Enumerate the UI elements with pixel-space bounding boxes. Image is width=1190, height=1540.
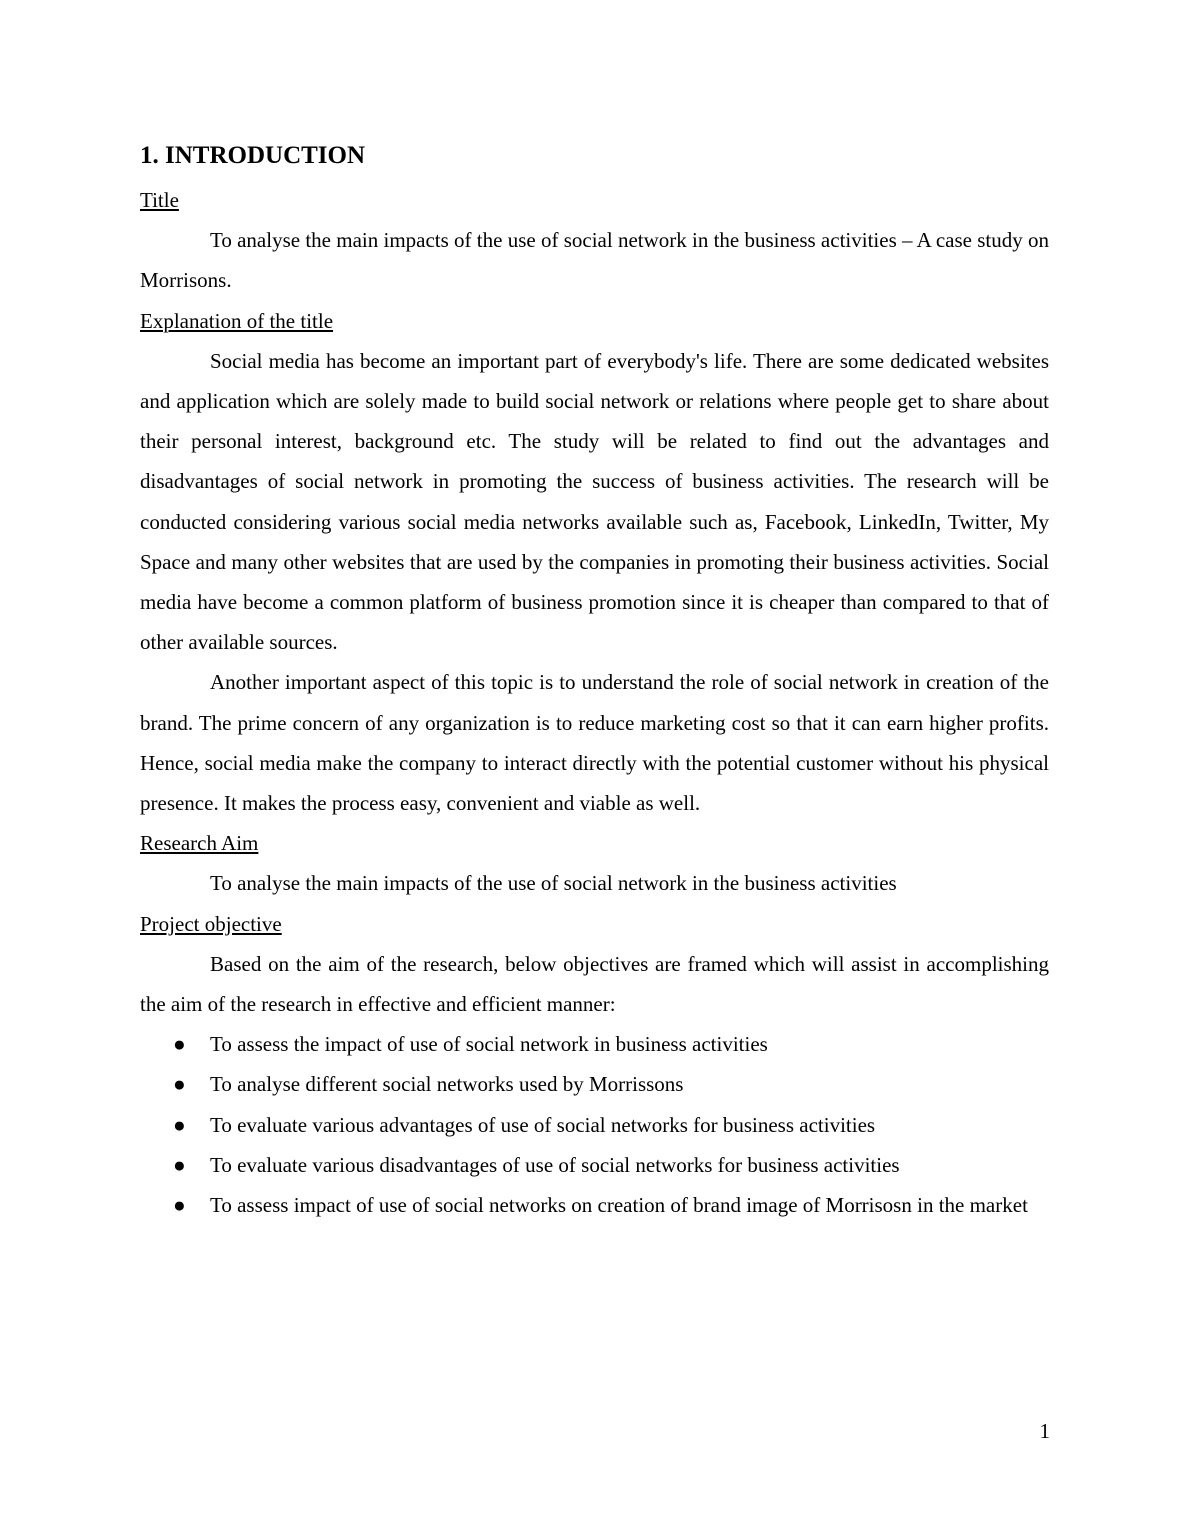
explanation-paragraph-1: Social media has become an important part of everybody's life. There are some dedicated websites and application which are solely made to build social network or relations where people get to share about their personal interest, background etc. The study will be related to find out the advantages and disadvantages of social network in promoting the success of business activities. The research will be conducted considering various social media networks available such as, Facebook, LinkedIn, Twitter, My Space and many other websites that are used by the companies in promoting their business activities. Social media have become a common platform of business promotion since it is cheaper than compared to that of other available sources. (140, 348, 1049, 655)
explanation-label: Explanation of the title (140, 308, 334, 333)
bullet-icon: ● (173, 1032, 186, 1057)
objective-text: To analyse different social networks used by Morrissons (210, 1072, 684, 1097)
page-number: 1 (1039, 1419, 1050, 1443)
objective-text: To assess impact of use of social networks on creation of brand image of Morrisosn in the market (210, 1193, 1028, 1218)
section-heading: 1. INTRODUCTION (140, 142, 366, 169)
research-aim-text: To analyse the main impacts of the use of social network in the business activities (210, 871, 897, 896)
list-item (140, 1145, 1049, 1185)
project-objective-label: Project objective (140, 911, 282, 936)
research-aim-label: Research Aim (140, 831, 259, 856)
bullet-icon: ● (173, 1112, 186, 1137)
objectives-list (140, 1024, 1049, 1225)
list-item (140, 1105, 1049, 1145)
bullet-icon: ● (173, 1152, 186, 1177)
objective-text: To evaluate various advantages of use of social networks for business activities (210, 1112, 876, 1137)
document-page (140, 138, 1049, 1225)
objective-text: To assess the impact of use of social network in business activities (210, 1032, 768, 1057)
objective-text: To evaluate various disadvantages of use of social networks for business activities (210, 1152, 900, 1177)
bullet-icon: ● (173, 1193, 186, 1218)
list-item (140, 1185, 1049, 1225)
title-text: To analyse the main impacts of the use of social network in the business activities – A case study on Morrisons. (140, 228, 1049, 293)
project-objective-intro: Based on the aim of the research, below objectives are framed which will assist in accomplishing the aim of the research in effective and efficient manner: (140, 951, 1049, 1017)
bullet-icon: ● (173, 1072, 186, 1097)
list-item (140, 1064, 1049, 1104)
explanation-paragraph-2: Another important aspect of this topic is to understand the role of social network in creation of the brand. The prime concern of any organization is to reduce marketing cost so that it can earn higher profits. Hence, social media make the company to interact directly with the potential customer without his physical presence. It makes the process easy, convenient and viable as well. (140, 670, 1049, 816)
list-item (140, 1024, 1049, 1064)
title-label: Title (140, 188, 179, 212)
